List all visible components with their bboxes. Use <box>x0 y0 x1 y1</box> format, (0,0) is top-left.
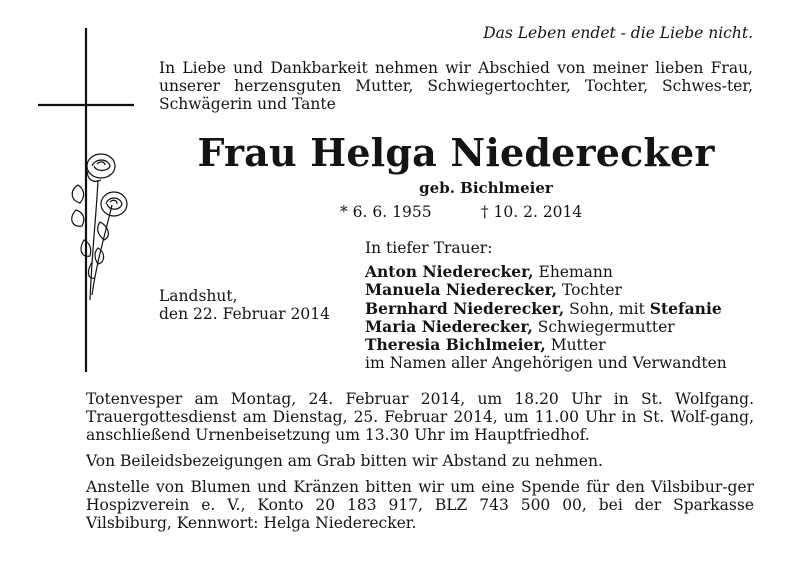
life-dates <box>340 203 582 221</box>
place: Landshut, <box>159 287 238 305</box>
motto: Das Leben endet - die Liebe nicht. <box>483 24 753 42</box>
roses-icon <box>72 154 127 300</box>
notice-date: den 22. Februar 2014 <box>159 305 330 323</box>
relatives-line: im Namen aller Angehörigen und Verwandten <box>365 354 727 373</box>
deceased-name: Frau Helga Niederecker <box>197 130 715 175</box>
service-details <box>86 390 754 540</box>
mourner-line: Theresia Bichlmeier, Mutter <box>365 335 606 355</box>
donation-paragraph: Anstelle von Blumen und Kränzen bitten wir um eine Spende für den Vilsbibur-ger Hospizverein e. V., Konto 20 183 917, BLZ 743 500 00, bei der Sparkasse Vilsbiburg, Kennwort: Helga Niederecker. <box>86 478 754 532</box>
death-date: † 10. 2. 2014 <box>480 203 583 221</box>
mourner-line: Manuela Niederecker, Tochter <box>365 280 622 300</box>
mourning-heading: In tiefer Trauer: <box>365 239 493 257</box>
cross-icon <box>0 0 160 390</box>
birth-date: * 6. 6. 1955 <box>340 203 432 221</box>
place-date <box>159 287 330 323</box>
service-paragraph: Totenvesper am Montag, 24. Februar 2014, um 18.20 Uhr in St. Wolfgang. Trauergottesdienst am Dienstag, 25. Februar 2014, um 11.00 Uhr in St. Wolf-gang, anschließend Urnenbeisetzung um 13.30 Uhr im Hauptfriedhof. <box>86 390 754 444</box>
mourner-line: Bernhard Niederecker, Sohn, mit Stefanie <box>365 298 722 318</box>
intro-text: In Liebe und Dankbarkeit nehmen wir Abschied von meiner lieben Frau, unserer herzensguten Mutter, Schwiegertochter, Tochter, Schwes-ter, Schwägerin und Tante <box>159 59 753 113</box>
mourner-line: Anton Niederecker, Ehemann <box>365 262 613 282</box>
mourners-block <box>365 239 727 372</box>
mourner-line: Maria Niederecker, Schwiegermutter <box>365 316 675 336</box>
maiden-name: geb. Bichlmeier <box>419 179 553 197</box>
condolence-paragraph: Von Beileidsbezeigungen am Grab bitten wir Abstand zu nehmen. <box>86 452 603 470</box>
